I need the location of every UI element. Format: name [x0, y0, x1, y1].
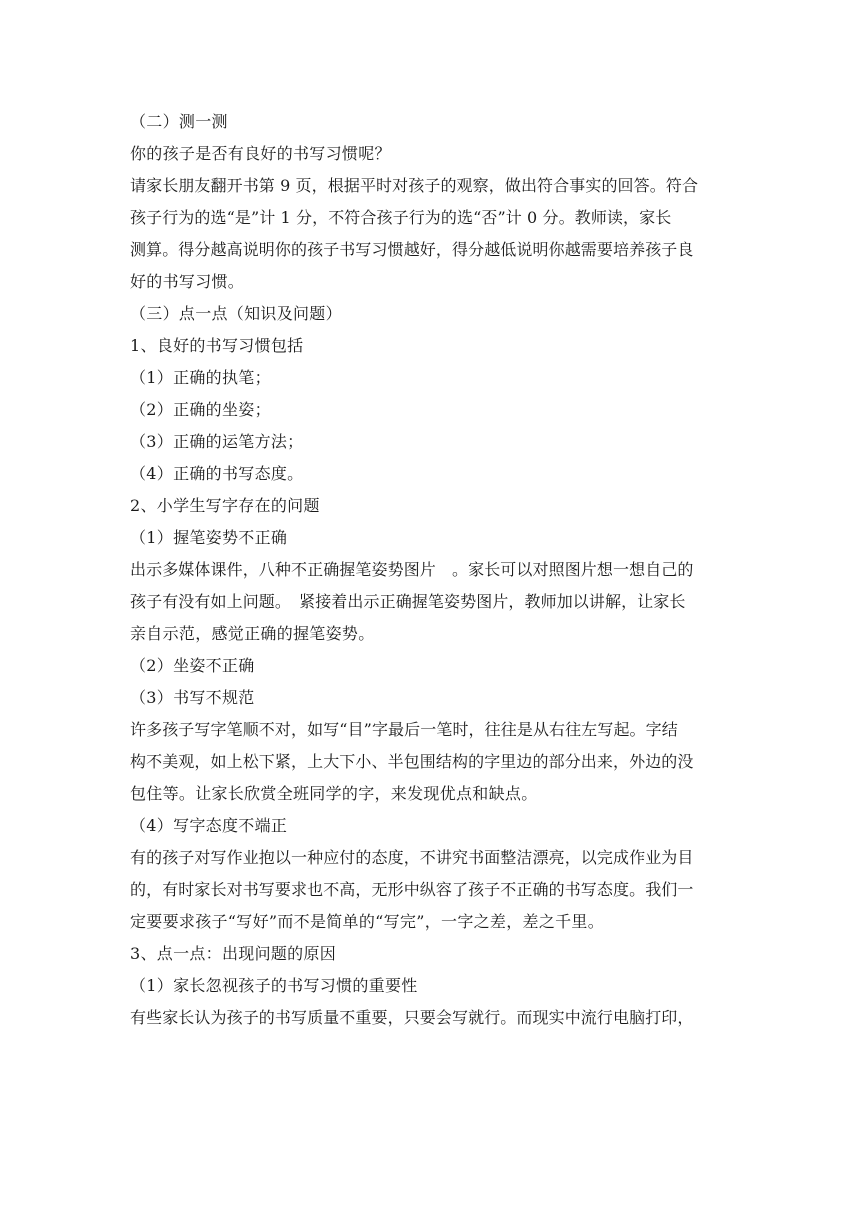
paragraph-line: 测算。得分越高说明你的孩子书写习惯越好，得分越低说明你越需要培养孩子良 [130, 240, 694, 259]
paragraph-line: 孩子有没有如上问题。 紧接着出示正确握笔姿势图片，教师加以讲解，让家长 [130, 592, 686, 611]
paragraph-line: 的，有时家长对书写要求也不高，无形中纵容了孩子不正确的书写态度。我们一 [130, 880, 694, 899]
paragraph-line: 出示多媒体课件，八种不正确握笔姿势图片 。家长可以对照图片想一想自己的 [130, 560, 694, 579]
list-item: （4）正确的书写态度。 [130, 464, 304, 483]
list-heading: 2、小学生写字存在的问题 [130, 496, 320, 515]
paragraph-line: 你的孩子是否有良好的书写习惯呢？ [130, 144, 391, 163]
list-item: （1）握笔姿势不正确 [130, 528, 288, 547]
list-heading: 3、点一点：出现问题的原因 [130, 944, 337, 963]
paragraph-line: 许多孩子写字笔顺不对，如写“目”字最后一笔时，往往是从右往左写起。字结 [130, 720, 678, 739]
list-item: （3）正确的运笔方法； [130, 432, 304, 451]
paragraph-line: 好的书写习惯。 [130, 272, 245, 291]
paragraph-line: 亲自示范，感觉正确的握笔姿势。 [130, 624, 375, 643]
list-item: （2）坐姿不正确 [130, 656, 255, 675]
section-heading-test: （二）测一测 [130, 112, 228, 131]
list-item: （4）写字态度不端正 [130, 816, 288, 835]
paragraph-line: 包住等。让家长欣赏全班同学的字，来发现优点和缺点。 [130, 784, 538, 803]
paragraph-line: 有些家长认为孩子的书写质量不重要，只要会写就行。而现实中流行电脑打印， [130, 1008, 694, 1027]
list-item: （2）正确的坐姿； [130, 400, 271, 419]
paragraph-line: 定要要求孩子“写好”而不是简单的“写完”，一字之差，差之千里。 [130, 912, 605, 931]
paragraph-line: 有的孩子对写作业抱以一种应付的态度，不讲究书面整洁漂亮，以完成作业为目 [130, 848, 694, 867]
list-item: （3）书写不规范 [130, 688, 255, 707]
paragraph-line: 孩子行为的选“是”计 1 分，不符合孩子行为的选“否”计 0 分。教师读，家长 [130, 208, 672, 227]
section-heading-points: （三）点一点（知识及问题） [130, 304, 342, 323]
list-item: （1）正确的执笔； [130, 368, 271, 387]
paragraph-line: 构不美观，如上松下紧，上大下小、半包围结构的字里边的部分出来，外边的没 [130, 752, 694, 771]
document-page [130, 106, 736, 1034]
paragraph-line: 请家长朋友翻开书第 9 页，根据平时对孩子的观察，做出符合事实的回答。符合 [130, 176, 699, 195]
list-heading: 1、良好的书写习惯包括 [130, 336, 304, 355]
list-item: （1）家长忽视孩子的书写习惯的重要性 [130, 976, 418, 995]
